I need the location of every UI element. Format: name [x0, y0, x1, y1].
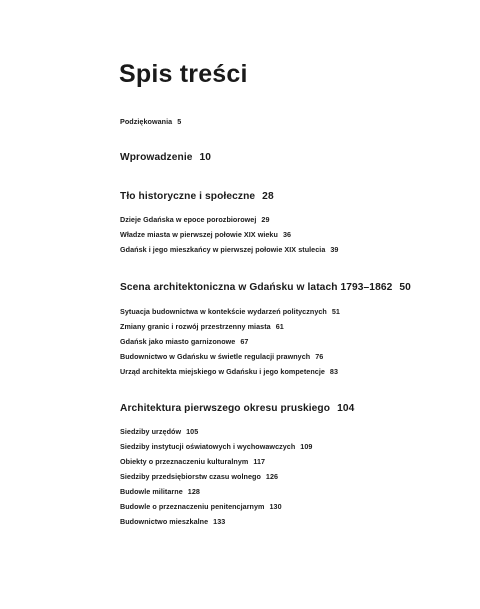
- toc-subentry-label: Gdańsk i jego mieszkańcy w pierwszej połowie XIX stulecia: [120, 245, 326, 254]
- toc-subentry-page: 133: [213, 517, 226, 526]
- toc-subentry-page: 67: [240, 337, 249, 346]
- toc-subentry-label: Budowle o przeznaczeniu penitencjarnym: [120, 502, 265, 511]
- toc-subentry: [120, 367, 338, 376]
- toc-chapter-title: Architektura pierwszego okresu pruskiego: [120, 403, 331, 414]
- toc-chapter-heading: [120, 191, 274, 202]
- toc-subentry-label: Siedziby urzędów: [120, 427, 182, 436]
- toc-entry-page: 5: [177, 117, 182, 126]
- toc-subentry: [120, 352, 323, 361]
- toc-chapter-heading: [120, 282, 411, 293]
- toc-subentry-page: 109: [300, 442, 313, 451]
- toc-subentry-page: 130: [269, 502, 282, 511]
- toc-subentry-label: Obiekty o przeznaczeniu kulturalnym: [120, 457, 249, 466]
- toc-subentry-page: 128: [187, 487, 200, 496]
- toc-subentry: [120, 457, 265, 466]
- toc-subentry: [120, 230, 291, 239]
- toc-subentry-label: Budownictwo w Gdańsku w świetle regulacji prawnych: [120, 352, 311, 361]
- toc-subentry-label: Gdańsk jako miasto garnizonowe: [120, 337, 236, 346]
- toc-entry-page: 10: [199, 152, 212, 163]
- toc-subentry-page: 83: [329, 367, 339, 376]
- toc-subentry-page: 61: [275, 322, 284, 331]
- toc-subentry-label: Dzieje Gdańska w epoce porozbiorowej: [120, 215, 257, 224]
- toc-subentry: [120, 245, 338, 254]
- toc-subentry-label: Zmiany granic i rozwój przestrzenny miasta: [120, 322, 271, 331]
- page-title: Spis treści: [119, 60, 248, 88]
- toc-subentry-page: 51: [331, 307, 340, 316]
- toc-subentry: [120, 517, 225, 526]
- toc-subentry-label: Siedziby instytucji oświatowych i wychowawczych: [120, 442, 296, 451]
- toc-subentry-page: 39: [330, 245, 339, 254]
- toc-subentry-label: Sytuacja budownictwa w kontekście wydarzeń politycznych: [120, 307, 327, 316]
- toc-entry-label: Podziękowania: [120, 117, 173, 126]
- toc-chapter-page: 28: [262, 191, 274, 202]
- toc-chapter-heading: [120, 403, 354, 414]
- toc-subentry-label: Siedziby przedsiębiorstw czasu wolnego: [120, 472, 261, 481]
- toc-subentry-label: Budowle militarne: [120, 487, 183, 496]
- toc-subentry-page: 126: [265, 472, 279, 481]
- toc-entry-introduction: [120, 152, 211, 163]
- toc-chapter-page: 104: [337, 403, 355, 414]
- toc-subentry-page: 117: [253, 457, 266, 466]
- toc-chapter-title: Scena architektoniczna w Gdańsku w latach 1793–1862: [120, 282, 393, 293]
- toc-subentry: [120, 322, 284, 331]
- toc-subentry: [120, 502, 282, 511]
- toc-subentry: [120, 442, 312, 451]
- toc-subentry: [120, 472, 278, 481]
- toc-subentry-page: 105: [186, 427, 199, 436]
- toc-subentry: [120, 337, 248, 346]
- toc-subentry: [120, 307, 340, 316]
- toc-subentry-page: 76: [315, 352, 324, 361]
- toc-subentry: [120, 427, 198, 436]
- toc-chapter-title: Tło historyczne i społeczne: [120, 191, 256, 202]
- toc-subentry: [120, 215, 270, 224]
- toc-entry-acknowledgements: [120, 117, 181, 126]
- toc-subentry-label: Władze miasta w pierwszej połowie XIX wieku: [120, 230, 278, 239]
- toc-chapter-page: 50: [399, 282, 411, 293]
- toc-subentry: [120, 487, 200, 496]
- toc-subentry-page: 29: [261, 215, 270, 224]
- toc-subentry-page: 36: [282, 230, 292, 239]
- toc-subentry-label: Urząd architekta miejskiego w Gdańsku i jego kompetencje: [120, 367, 325, 376]
- toc-entry-label: Wprowadzenie: [120, 152, 193, 163]
- toc-subentry-label: Budownictwo mieszkalne: [120, 517, 209, 526]
